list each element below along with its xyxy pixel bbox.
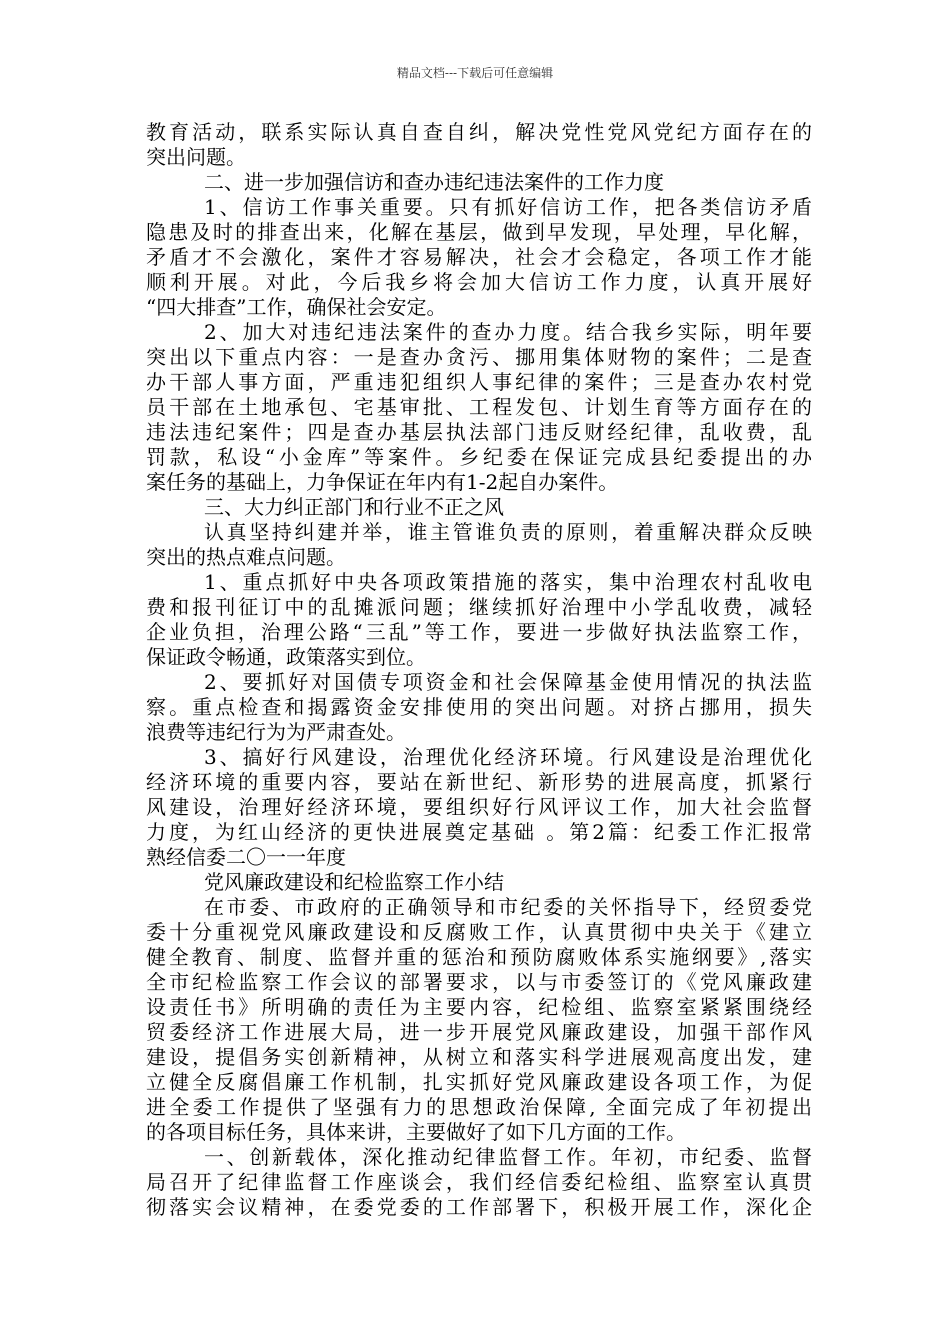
text-line: 经济环境的重要内容，要站在新世纪、新形势的进展高度，抓紧行 xyxy=(146,770,812,794)
text-line: 费和报刊征订中的乱摊派问题；继续抓好治理中小学乱收费，减轻 xyxy=(146,595,812,619)
text-line: 突出的热点难点问题。 xyxy=(146,545,346,569)
text-line: 党风廉政建设和纪检监察工作小结 xyxy=(204,870,504,894)
text-line: 1、重点抓好中央各项政策措施的落实，集中治理农村乱收电 xyxy=(204,570,812,594)
text-line: 浪费等违纪行为为严肃查处。 xyxy=(146,720,406,744)
page-header: 精品文档---下载后可任意编辑 xyxy=(396,66,554,80)
text-line: 风建设，治理好经济环境，要组织好行风评议工作，加大社会监督 xyxy=(146,795,812,819)
text-line: 办干部人事方面，严重违犯组织人事纪律的案件；三是查办农村党 xyxy=(146,370,812,394)
text-line: 突出问题。 xyxy=(146,145,246,169)
text-line: 违法违纪案件；四是查办基层执法部门违反财经纪律，乱收费，乱 xyxy=(146,420,812,444)
text-line: 三、大力纠正部门和行业不正之风 xyxy=(204,495,504,519)
text-line: 突出以下重点内容：一是查办贪污、挪用集体财物的案件；二是查 xyxy=(146,345,812,369)
text-line: 察。重点检查和揭露资金安排使用的突出问题。对挤占挪用，损失 xyxy=(146,695,812,719)
text-line: 全市纪检监察工作会议的部署要求，以与市委签订的《党风廉政建 xyxy=(146,970,812,994)
text-line: 二、进一步加强信访和查办违纪违法案件的工作力度 xyxy=(204,170,664,194)
text-line: 力度，为红山经济的更快进展奠定基础 。第2篇：纪委工作汇报常 xyxy=(146,820,812,844)
text-line: 企业负担，治理公路“三乱”等工作，要进一步做好执法监察工作， xyxy=(146,620,812,644)
text-line: 彻落实会议精神，在委党委的工作部署下，积极开展工作，深化企 xyxy=(146,1195,812,1219)
text-line: 矛盾才不会激化，案件才容易解决，社会才会稳定，各项工作才能 xyxy=(146,245,812,269)
text-line: 一、创新载体，深化推动纪律监督工作。年初，市纪委、监督 xyxy=(204,1145,812,1169)
text-line: 设责任书》所明确的责任为主要内容，纪检组、监察室紧紧围绕经 xyxy=(146,995,812,1019)
text-line: 罚款，私设“小金库”等案件。乡纪委在保证完成县纪委提出的办 xyxy=(146,445,812,469)
text-line: 熟经信委二〇一一年度 xyxy=(146,845,346,869)
text-line: 案任务的基础上，力争保证在年内有1-2起自办案件。 xyxy=(146,470,619,494)
text-line: 的各项目标任务，具体来讲，主要做好了如下几方面的工作。 xyxy=(146,1120,686,1144)
text-line: 在市委、市政府的正确领导和市纪委的关怀指导下，经贸委党 xyxy=(204,895,812,919)
text-line: 健全教育、制度、监督并重的惩治和预防腐败体系实施纲要》,落实 xyxy=(146,945,812,969)
text-line: 顺利开展。对此，今后我乡将会加大信访工作力度，认真开展好 xyxy=(146,270,812,294)
text-line: 局召开了纪律监督工作座谈会，我们经信委纪检组、监察室认真贯 xyxy=(146,1170,812,1194)
text-line: 贸委经济工作进展大局，进一步开展党风廉政建设，加强干部作风 xyxy=(146,1020,812,1044)
text-line: 员干部在土地承包、宅基审批、工程发包、计划生育等方面存在的 xyxy=(146,395,812,419)
text-line: 立健全反腐倡廉工作机制，扎实抓好党风廉政建设各项工作，为促 xyxy=(146,1070,812,1094)
text-line: 3、搞好行风建设，治理优化经济环境。行风建设是治理优化 xyxy=(204,745,812,769)
text-line: 委十分重视党风廉政建设和反腐败工作，认真贯彻中央关于《建立 xyxy=(146,920,812,944)
document-body xyxy=(146,120,812,1220)
text-line: 隐患及时的排查出来，化解在基层，做到早发现，早处理，早化解， xyxy=(146,220,812,244)
text-line: 进全委工作提供了坚强有力的思想政治保障, 全面完成了年初提出 xyxy=(146,1095,812,1119)
text-line: 建设，提倡务实创新精神，从树立和落实科学进展观高度出发，建 xyxy=(146,1045,812,1069)
text-line: 保证政令畅通，政策落实到位。 xyxy=(146,645,426,669)
text-line: 2、加大对违纪违法案件的查办力度。结合我乡实际，明年要 xyxy=(204,320,812,344)
text-line: 2、要抓好对国债专项资金和社会保障基金使用情况的执法监 xyxy=(204,670,812,694)
text-line: 教育活动，联系实际认真自查自纠，解决党性党风党纪方面存在的 xyxy=(146,120,812,144)
text-line: 认真坚持纠建并举，谁主管谁负责的原则，着重解决群众反映 xyxy=(204,520,812,544)
text-line: 1、信访工作事关重要。只有抓好信访工作，把各类信访矛盾 xyxy=(204,195,812,219)
text-line: “四大排查”工作，确保社会安定。 xyxy=(146,295,447,319)
